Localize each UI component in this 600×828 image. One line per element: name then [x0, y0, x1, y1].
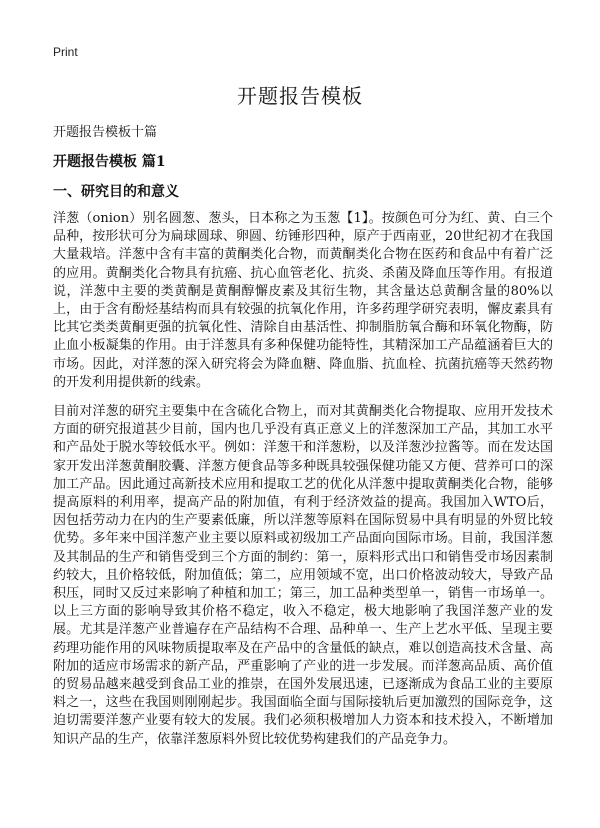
paragraph-2: 目前对洋葱的研究主要集中在含硫化合物上，而对其黄酮类化合物提取、应用开发技术方面的研究报道甚少目前，国内也几乎没有真正意义上的洋葱深加工产品，其加工水平和产品处于脱水等较低水平。例如：洋葱干和洋葱粉，以及洋葱沙拉酱等。而在发达国家开发出洋葱黄酮胶囊、洋葱方便食品等多种既具较强保健功能又方便、营养可口的深加工产品。因此通过高新技术应用和提取工艺的优化从洋葱中提取黄酮类化合物，能够提高原料的利用率，提高产品的附加值，有利于经济效益的提高。我国加入WTO后，因包括劳动力在内的生产要素低廉，所以洋葱等原料在国际贸易中具有明显的外贸比较优势。多年来中国洋葱产业主要以原料或初级加工产品面向国际市场。目前，我国洋葱及其制品的生产和销售受到三个方面的制约：第一，原料形式出口和销售受市场因素制约较大，且价格较低，附加值低；第二，应用领域不宽，出口价格波动较大，导致产品积压，同时又反过来影响了种植和加工；第三，加工品种类型单一，销售一市场单一。以上三方面的影响导致其价格不稳定，收入不稳定，极大地影响了我国洋葱产业的发展。尤其是洋葱产业普遍存在产品结构不合理、品种单一、生产上艺水平低、呈现主要药理功能作用的风味物质提取率及在产品中的含量低的缺点，难以创造高技术含量、高附加的适应市场需求的新产品，严重影响了产业的进一步发展。而洋葱高品质、高价值的贸易品越来越受到食品工业的推崇，在国外发展迅速，已逐渐成为食品工业的主要原料之一，这些在我国则刚刚起步。我国面临全面与国际接轨后更加激烈的国际竞争，这迫切需要洋葱产业要有较大的发展。我们必须积极增加人力资本和技术投入，不断增加知识产品的生产，依靠洋葱原料外贸比较优势构建我们的产品竞争力。 — [53, 404, 553, 747]
document-title: 开题报告模板 — [237, 84, 363, 108]
part-heading: 开题报告模板 篇1 — [53, 154, 166, 170]
paragraph-1: 洋葱（onion）别名圆葱、葱头，日本称之为玉葱【1】。按颜色可分为红、黄、白三个品种，按形状可分为扁球圆球、卵圆、纺锤形四种，原产于西南亚，20世纪初才在我国大量栽培。洋葱中含有丰富的黄酮类化合物，而黄酮类化合物在医药和食品中有着广泛的应用。黄酮类化合物具有抗癌、抗心血管老化、抗炎、杀菌及降血压等作用。有报道说，洋葱中主要的类黄酮是黄酮醇懈皮素及其衍生物，其含量达总黄酮含量的80%以上，由于含有酚烃基结构而具有较强的抗氧化作用，许多药理学研究表明，懈皮素具有比其它类类黄酮更强的抗氧化性、清除自由基活性、抑制脂肪氧合酶和环氧化物酶，防止血小板凝集的作用。由于洋葱具有多种保健功能特性，其精深加工产品蕴涵着巨大的市场。因此，对洋葱的深入研究将会为降血糖、降血脂、抗血栓、抗菌抗癌等天然药物的开发利用提供新的线索。 — [53, 211, 553, 390]
document-subtitle: 开题报告模板十篇 — [53, 125, 158, 140]
section-heading: 一、研究目的和意义 — [53, 184, 179, 200]
print-link[interactable]: Print — [53, 45, 78, 59]
